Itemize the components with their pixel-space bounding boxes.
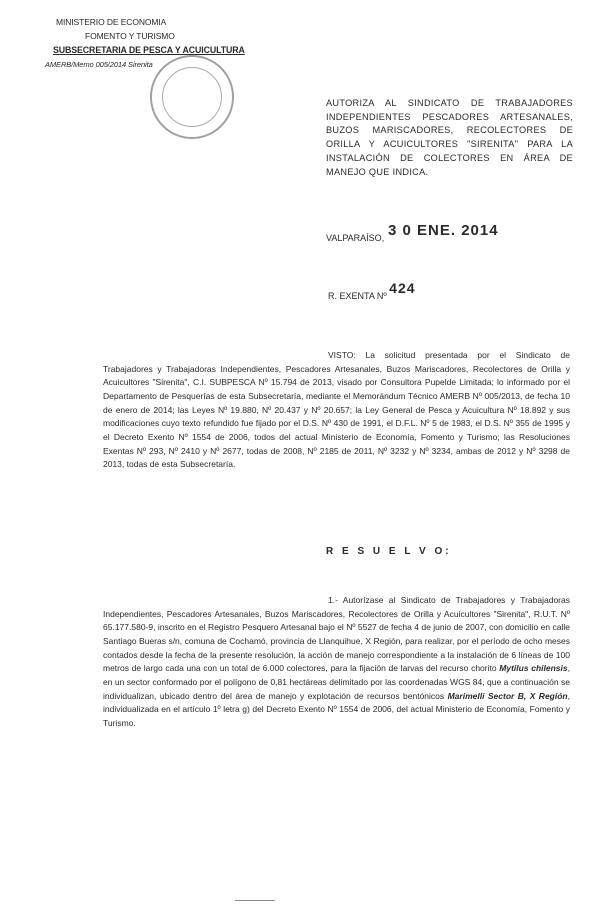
resolution-number	[328, 280, 416, 302]
article-1-text-a: Trabajadoras Independientes, Pescadores Artesanales, Buzos Mariscadores, Recolectores de Orilla y Acuicultores "Sirenita", R.U.T. Nº 65.177.580-9, inscrito en el Registro Pesquero Artesanal bajo el Nº 5527 de fecha 4 de junio de 2007, con domicilio en calle Santiago Bueras s/n, comuna de Cochamó, provincia de Llanquihue, X Región, para realizar, por el período de ocho meses contados desde la fecha de la presente resolución, la acción de manejo correspondiente a la instalación de 6 líneas de 100 metros de largo cada una con un total de 6.000 colectores, para la fijación de larvas del recurso chorito	[103, 595, 570, 674]
place-label: VALPARAÍSO,	[326, 233, 385, 243]
reference-code: AMERB/Memo 005/2014 Sirenita	[45, 60, 153, 69]
undersecretariat-name: SUBSECRETARIA DE PESCA Y ACUICULTURA	[53, 45, 245, 55]
official-seal-icon	[150, 55, 234, 139]
resolution-number-label: R. EXENTA Nº	[328, 291, 387, 301]
area-name: Marimelli Sector B, X Región	[447, 690, 568, 701]
ministry-subtitle: FOMENTO Y TURISMO	[85, 31, 175, 41]
resolution-number-value: 424	[389, 280, 416, 296]
visto-text: La solicitud presentada por el Sindicato de Trabajadores y Trabajadoras Independientes, Pescadores Artesanales, Buzos Mariscadores, Recolectores de Orilla y Acuicultores "Sirenita", C.I. SUBPESCA Nº 15.794 de 2013, visado por Consultora Pupelde Limitada; lo informado por el Departamento de Pesquerías de esta Subsecretaría, mediante el Memorándum Técnico AMERB Nº 005/2013, de fecha 10 de enero de 2014; las Leyes Nº 19.880, Nº 20.437 y Nº 20.657; la Ley General de Pesca y Acuicultura Nº 18.892 y sus modificaciones cuyo texto refundido fue fijado por el D.S. Nº 430 de 1991, el D.F.L. Nº 5 de 1983, el D.S. Nº 355 de 1995 y el Decreto Exento Nº 1554 de 2006, todos del actual Ministerio de Economía, Fomento y Turismo; las Resoluciones Exentas Nº 293, Nº 2410 y Nº 2677, todas de 2008, Nº 2185 de 2011, Nº 3232 y Nº 3234, ambas de 2012 y Nº 3298 de 2013, todas de esta Subsecretaría.	[103, 350, 570, 470]
resolution-date: 3 0 ENE. 2014	[388, 222, 499, 239]
article-1-paragraph	[103, 594, 570, 731]
resuelvo-heading: R E S U E L V O:	[326, 546, 452, 557]
article-1-lead: 1.- Autorízase al Sindicato de Trabajadores y	[328, 595, 516, 605]
page-footer-mark	[235, 900, 275, 907]
article-1-text-b: , en un sector conformado por el polígono de 0,81 hectáreas delimitado por las coordenadas WGS 84, que a continuación se individualizan, ubicado dentro del área de manejo y explotación de recursos bentónicos	[103, 663, 570, 701]
visto-paragraph	[103, 349, 570, 472]
article-1-text-c: , individualizada en el artículo 1º letra g) del Decreto Exento Nº 1554 de 2006, del actual Ministerio de Economía, Fomento y Turismo.	[103, 690, 570, 728]
ministry-name: MINISTERIO DE ECONOMIA	[56, 17, 167, 27]
visto-lead: VISTO:	[328, 350, 356, 360]
species-name: Mytilus chilensis	[499, 663, 568, 674]
resolution-title: AUTORIZA AL SINDICATO DE TRABAJADORES INDEPENDIENTES PESCADORES ARTESANALES, BUZOS MARISCADORES, RECOLECTORES DE ORILLA Y ACUICULTORES "SIRENITA" PARA LA INSTALACIÓN DE COLECTORES EN ÁREA DE MANEJO QUE INDICA.	[326, 98, 573, 177]
